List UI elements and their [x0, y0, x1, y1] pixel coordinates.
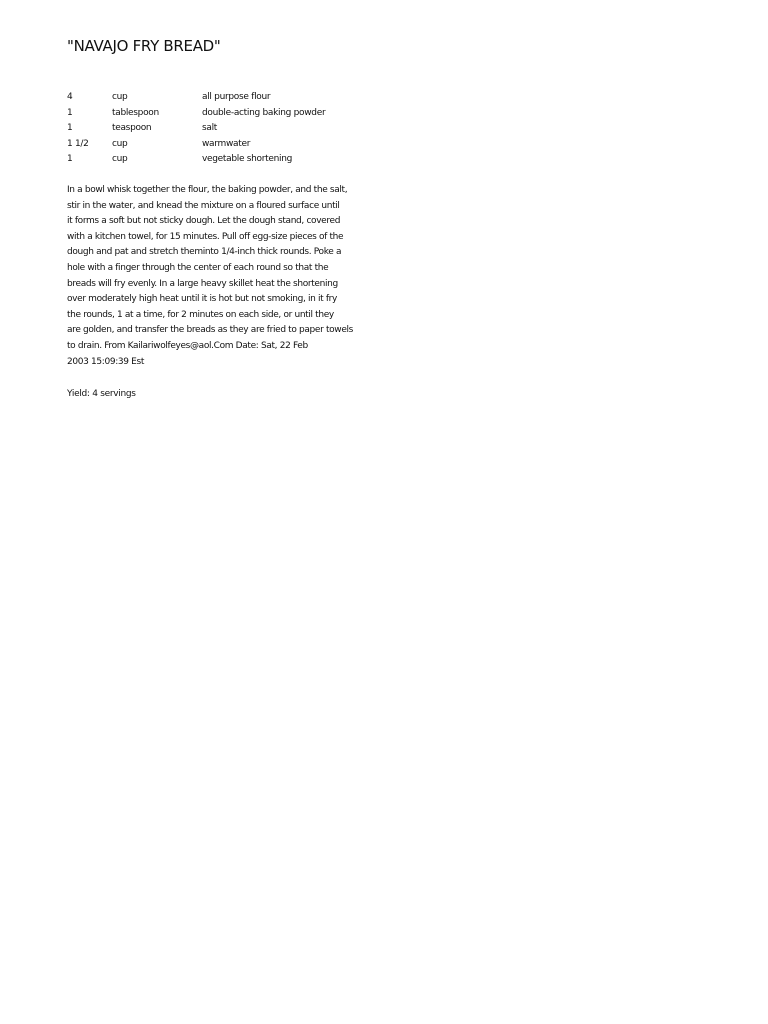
instruction-line: are golden, and transfer the breads as they are fried to paper towels	[67, 325, 353, 336]
ingredient-unit: tablespoon	[112, 107, 159, 118]
recipe-title: "NAVAJO FRY BREAD"	[67, 37, 221, 55]
instruction-line: In a bowl whisk together the flour, the baking powder, and the salt,	[67, 185, 348, 195]
ingredient-row	[67, 106, 387, 122]
instruction-line: hole with a finger through the center of each round so that the	[67, 262, 329, 273]
ingredient-unit: cup	[112, 92, 128, 102]
instruction-line: with a kitchen towel, for 15 minutes. Pull off egg-size pieces of the	[67, 231, 344, 242]
recipe-yield: Yield: 4 servings	[67, 389, 136, 399]
instructions-paragraph	[67, 183, 367, 370]
instruction-line: over moderately high heat until it is hot but not smoking, in it fry	[67, 294, 337, 305]
ingredient-row	[67, 90, 387, 106]
instruction-line: to drain. From Kailariwolfeyes@aol.Com Date: Sat, 22 Feb	[67, 340, 308, 351]
ingredient-row	[67, 152, 387, 168]
ingredient-name: vegetable shortening	[202, 154, 293, 165]
ingredient-name: salt	[202, 123, 218, 134]
ingredient-name: all purpose flour	[202, 92, 271, 102]
ingredient-quantity: 4	[67, 92, 73, 102]
ingredient-name: warmwater	[202, 138, 251, 149]
instruction-line: stir in the water, and knead the mixture on a floured surface until	[67, 200, 340, 211]
ingredient-unit: cup	[112, 154, 128, 165]
ingredient-quantity: 1 1/2	[67, 138, 89, 149]
instruction-line: dough and pat and stretch theminto 1/4-inch thick rounds. Poke a	[67, 247, 342, 258]
instruction-line: breads will fry evenly. In a large heavy skillet heat the shortening	[67, 278, 338, 289]
instruction-line: 2003 15:09:39 Est	[67, 356, 145, 367]
ingredient-row	[67, 121, 387, 137]
instruction-line: it forms a soft but not sticky dough. Let the dough stand, covered	[67, 216, 341, 227]
ingredient-quantity: 1	[67, 154, 73, 165]
instruction-line: the rounds, 1 at a time, for 2 minutes on each side, or until they	[67, 309, 334, 320]
ingredient-list	[67, 90, 387, 168]
ingredient-unit: teaspoon	[112, 123, 152, 134]
ingredient-unit: cup	[112, 138, 128, 149]
ingredient-quantity: 1	[67, 123, 73, 134]
ingredient-row	[67, 137, 387, 153]
ingredient-name: double-acting baking powder	[202, 107, 326, 118]
ingredient-quantity: 1	[67, 107, 73, 118]
